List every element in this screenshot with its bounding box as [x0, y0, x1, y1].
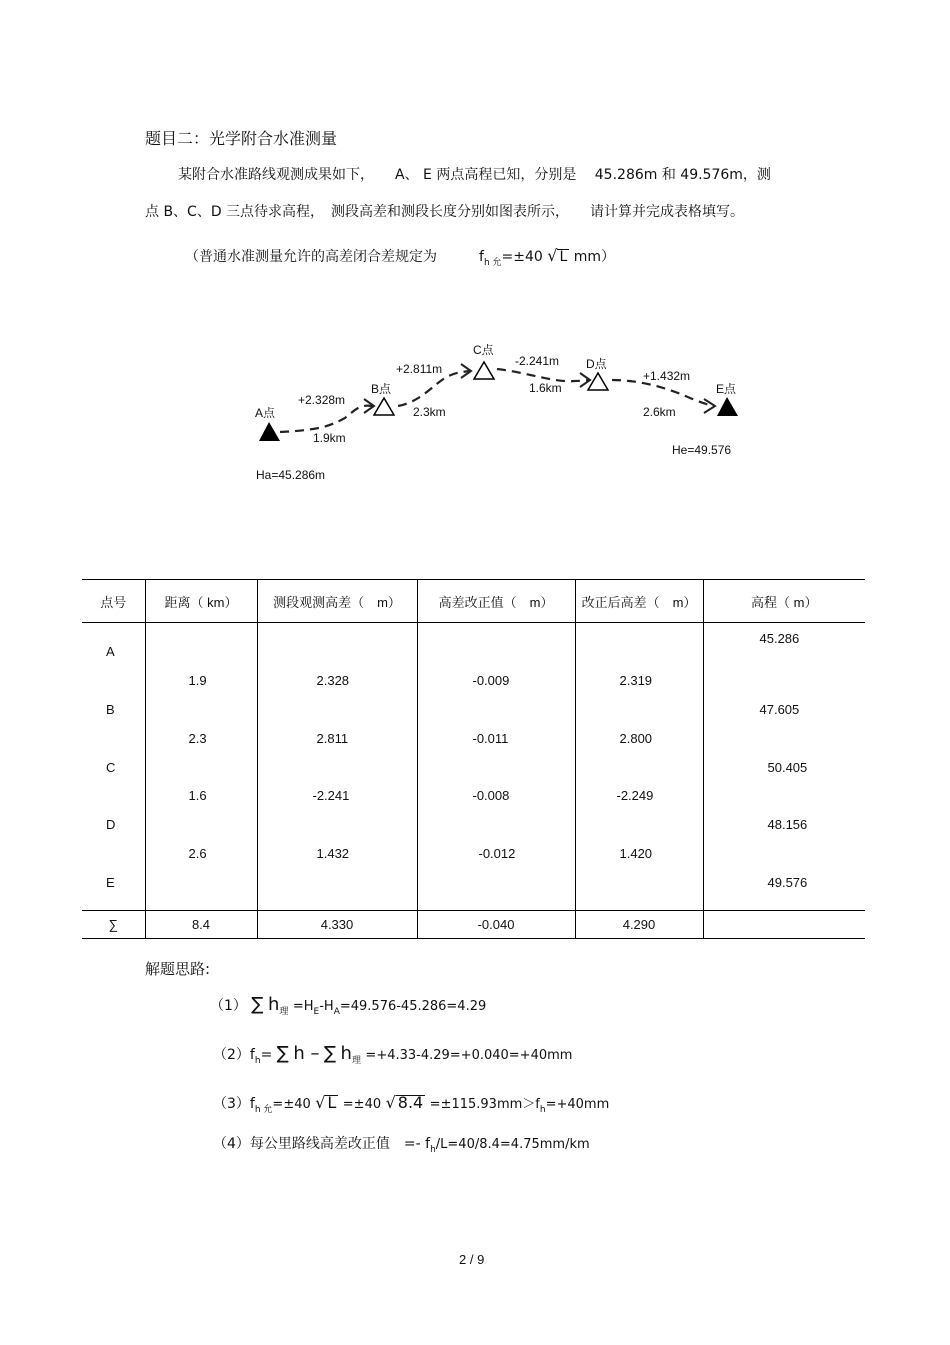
- tolerance-note: （普通水准测量允许的高差闭合差规定为 $f_{h 允}=\pm 40$ √ L mm）: [185, 246, 615, 268]
- adjusted-dh-column: [575, 623, 703, 911]
- distance-column: [145, 623, 257, 911]
- step-4-text: （4）每公里路线高差改正值 =- f: [213, 1136, 431, 1152]
- intro-line-1: 某附合水准路线观测成果如下， A、 E 两点高程已知，分别是 45.286m 和 49.576m，测: [178, 167, 771, 183]
- point-label-d: D点: [586, 357, 607, 371]
- note-sqrt: L: [559, 249, 568, 265]
- route-segment-de: [612, 380, 714, 406]
- adjusted-dh-2: 2.800: [619, 731, 653, 746]
- table-header-row: [82, 580, 865, 623]
- header-correction: 高差改正值（ m）: [417, 580, 575, 623]
- point-d: D: [106, 817, 116, 832]
- route-segment-bc: [398, 371, 470, 406]
- elevation-e: 49.576: [767, 875, 808, 890]
- note-prefix: （普通水准测量允许的高差闭合差规定为 f: [185, 249, 484, 265]
- step-1-a: A: [333, 1006, 340, 1017]
- point-label-e: E点: [716, 382, 737, 396]
- distance-2: 2.3: [188, 731, 207, 746]
- step-3-index: （3）f: [213, 1096, 255, 1112]
- note-suffix: mm）: [573, 249, 615, 265]
- arrowhead-de: [704, 399, 715, 413]
- sum-adjusted-dh: 4.290: [575, 911, 703, 939]
- step-1-e: E: [313, 1006, 320, 1017]
- elevation-a-label: Ha=45.286m: [256, 468, 326, 482]
- solution-step-1: [210, 994, 486, 1017]
- sigma-symbol: ∑: [276, 1043, 289, 1064]
- sum-distance: 8.4: [145, 911, 257, 939]
- note-sub: h 允: [483, 257, 502, 268]
- elevation-column: [703, 623, 865, 911]
- sum-elevation: [703, 911, 865, 939]
- sum-row: [82, 911, 865, 939]
- point-b: B: [106, 702, 115, 717]
- step-3-eq: =±40: [272, 1097, 311, 1112]
- segment-de-dist: 2.6km: [643, 405, 676, 419]
- correction-column: [417, 623, 575, 911]
- point-c: C: [106, 760, 116, 775]
- correction-1: -0.009: [472, 673, 510, 688]
- elevation-e-label: He=49.576: [672, 443, 732, 457]
- step-3-end-2: =+40mm: [545, 1097, 610, 1112]
- step-1-sub: 理: [279, 1006, 289, 1017]
- solution-step-4: [213, 1133, 590, 1155]
- step-4-end: /L=40/8.4=4.75mm/km: [435, 1137, 590, 1152]
- known-point-a-icon: [259, 422, 280, 441]
- solution-heading: 解题思路:: [145, 960, 211, 978]
- segment-de-dh: +1.432m: [643, 369, 691, 383]
- header-point: 点号: [82, 580, 145, 623]
- step-3-sub: h 允: [254, 1104, 273, 1115]
- distance-1: 1.9: [188, 673, 207, 688]
- step-1-index: （1）: [210, 998, 247, 1014]
- header-distance: 距离（ km）: [145, 580, 257, 623]
- observed-dh-1: 2.328: [316, 673, 350, 688]
- step-3-mid: =±40: [342, 1097, 382, 1112]
- header-elevation: 高程（ m）: [703, 580, 865, 623]
- distance-4: 2.6: [188, 846, 207, 861]
- unknown-point-c-icon: [474, 362, 494, 379]
- step-3-sqrt-l: L: [327, 1093, 337, 1112]
- arrowhead-cd: [580, 373, 590, 387]
- elevation-b: 47.605: [759, 702, 800, 717]
- header-observed-dh: 测段观测高差（ m）: [257, 580, 417, 623]
- solution-step-3: $(3)f_{h 允}=\pm 40$ √ L =±40 √ $8.4 =\pm 115.93mm>f_h=+40mm$: [213, 1093, 610, 1115]
- point-label-b: B点: [371, 382, 392, 396]
- observed-dh-4: 1.432: [316, 846, 350, 861]
- page-number: 2 / 9: [459, 1252, 485, 1267]
- step-2-h2: h: [340, 1043, 352, 1064]
- elevation-c: 50.405: [767, 760, 808, 775]
- step-3-sub2: h: [539, 1104, 546, 1115]
- solution-step-2: [213, 1043, 572, 1066]
- step-1-mid: -H: [319, 999, 334, 1014]
- elevation-a: 45.286: [759, 631, 800, 646]
- correction-2: -0.011: [472, 731, 509, 746]
- adjusted-dh-3: -2.249: [616, 788, 654, 803]
- correction-4: -0.012: [478, 846, 516, 861]
- observed-dh-2: 2.811: [316, 731, 349, 746]
- correction-3: -0.008: [472, 788, 510, 803]
- leveling-table: [82, 579, 865, 939]
- observed-dh-column: [257, 623, 417, 911]
- known-point-e-icon: [717, 397, 738, 416]
- distance-3: 1.6: [188, 788, 207, 803]
- point-label-c: C点: [473, 343, 494, 357]
- intro-line-2: 点 B、C、D 三点待求高程， 测段高差和测段长度分别如图表所示， 请计算并完成表格填写。: [145, 204, 745, 220]
- step-3-sqrt-value: 8.4: [397, 1093, 424, 1112]
- segment-cd-dh: -2.241m: [515, 354, 560, 368]
- step-3-end-1: =±115.93mm＞f: [429, 1097, 540, 1112]
- step-2-sub2: 理: [351, 1055, 361, 1066]
- step-1-rest: =H: [292, 999, 314, 1014]
- step-1-h: h: [267, 994, 280, 1015]
- point-label-a: A点: [255, 406, 276, 420]
- step-2-sub: h: [254, 1055, 261, 1066]
- elevation-d: 48.156: [767, 817, 808, 832]
- step-2-end: =+4.33-4.29=+0.040=+40mm: [365, 1048, 573, 1063]
- step-4-sub: h: [430, 1144, 436, 1155]
- segment-ab-dh: +2.328m: [298, 393, 346, 407]
- segment-bc-dist: 2.3km: [413, 405, 446, 419]
- table-body-row: [82, 623, 865, 911]
- problem-title: 题目二：光学附合水准测量: [145, 129, 338, 148]
- step-2-index: （2）f: [213, 1047, 255, 1063]
- segment-ab-dist: 1.9km: [313, 431, 346, 445]
- sigma-symbol: ∑: [251, 994, 264, 1015]
- unknown-point-b-icon: [374, 398, 394, 415]
- unknown-point-d-icon: [588, 373, 608, 390]
- header-adjusted-dh: 改正后高差（ m）: [575, 580, 703, 623]
- observed-dh-3: -2.241: [312, 788, 350, 803]
- sum-observed-dh: 4.330: [257, 911, 417, 939]
- step-1-end: =49.576-45.286=4.29: [339, 999, 487, 1014]
- segment-cd-dist: 1.6km: [529, 381, 562, 395]
- sum-correction: -0.040: [417, 911, 575, 939]
- route-segment-ab: [280, 406, 372, 432]
- adjusted-dh-4: 1.420: [619, 846, 653, 861]
- sigma-symbol: ∑: [323, 1043, 337, 1064]
- point-column: [82, 623, 145, 911]
- note-mid: =±40: [501, 249, 543, 265]
- point-e: E: [106, 875, 115, 890]
- segment-bc-dh: +2.811m: [396, 362, 443, 376]
- step-2-h: h –: [293, 1043, 320, 1064]
- route-segment-cd: [497, 369, 590, 381]
- point-a: A: [106, 644, 115, 659]
- adjusted-dh-1: 2.319: [619, 673, 653, 688]
- sum-label: ∑: [82, 911, 145, 939]
- step-2-eq: =: [260, 1047, 273, 1063]
